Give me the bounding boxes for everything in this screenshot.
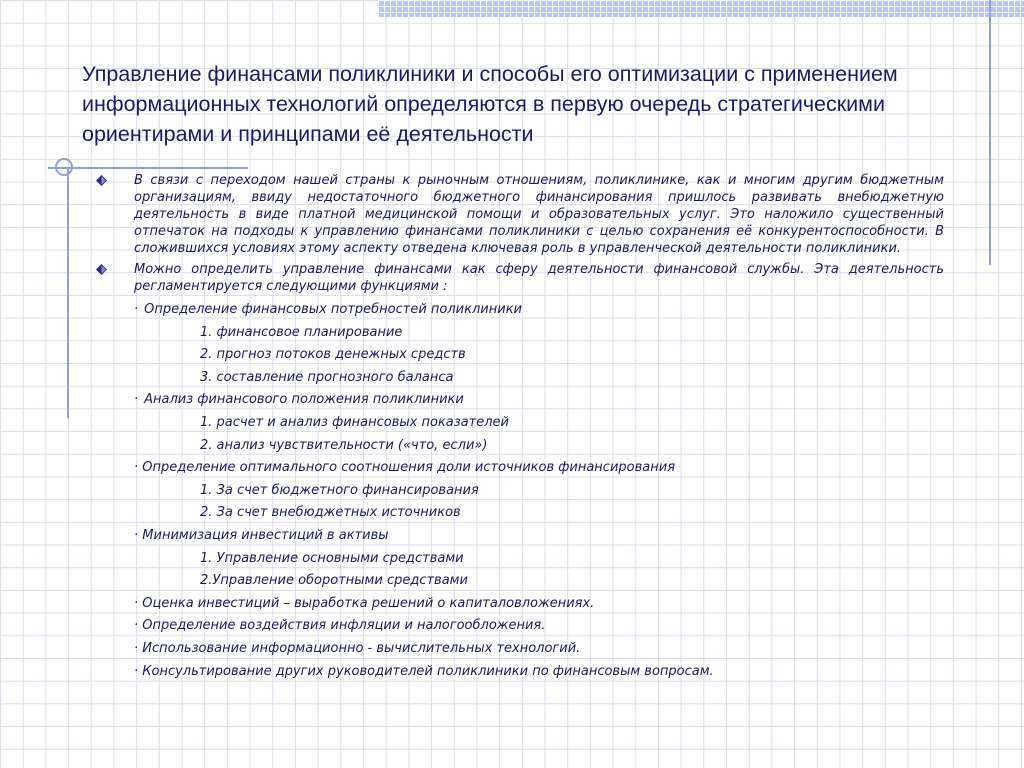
function-subitem: 1. Управление основными средствами <box>200 550 464 566</box>
functions-list <box>82 299 944 683</box>
list-dot: · <box>134 663 139 679</box>
function-subitem: 1. расчет и анализ финансовых показателей <box>200 414 509 430</box>
list-dot: · <box>134 595 139 611</box>
function-item: · Определение воздействия инфляции и налогообложения. <box>134 618 546 634</box>
paragraph-text: В связи с переходом нашей страны к рыночным отношениям, поликлинике, как и многим другим бюджетным организациям, ввиду недостаточного бюджетного финансирования пришлось развивать внебюджетную деятельность в виде платной медицинской помощи и образовательных услуг. Это наложило существенный отпечаток на подходы к управлению финансами поликлиники с целью сохранения её конкурентоспособности. В сложившихся условиях этому аспекту отведена ключевая роль в управленческой деятельности поликлиники. <box>134 173 944 256</box>
function-item: · Анализ финансового положения поликлиники <box>134 392 464 408</box>
function-item: · Минимизация инвестиций в активы <box>134 527 389 543</box>
function-item: · Использование информационно - вычислительных технологий. <box>134 640 581 656</box>
diamond-bullet-icon <box>96 264 107 275</box>
function-subitem: 3. составление прогнозного баланса <box>200 369 454 385</box>
top-decorative-band <box>378 0 1024 17</box>
function-subitem: 2. За счет внебюджетных источников <box>200 505 461 521</box>
list-dot: · <box>134 460 139 476</box>
horizontal-rule <box>48 167 248 169</box>
ring-ornament-icon <box>55 158 73 176</box>
list-dot: · <box>134 302 139 317</box>
slide-body <box>82 172 944 683</box>
function-item: · Определение оптимального соотношения доли источников финансирования <box>134 460 676 476</box>
list-dot: · <box>134 527 139 543</box>
slide-title: Управление финансами поликлиники и способы его оптимизации с применением информационных технологий определяются в первую очередь стратегическими ориентирами и принципами её деятельности <box>82 62 898 146</box>
bullet-paragraph-1 <box>82 172 944 257</box>
left-vertical-line <box>67 168 69 418</box>
right-vertical-line <box>989 0 991 265</box>
function-item: · Консультирование других руководителей поликлиники по финансовым вопросам. <box>134 663 714 679</box>
function-subitem: 1. За счет бюджетного финансирования <box>200 482 479 498</box>
function-subitem: 2. анализ чувствительности («что, если») <box>200 437 488 453</box>
function-subitem: 1. финансовое планирование <box>200 324 403 340</box>
function-item: · Определение финансовых потребностей поликлиники <box>134 302 522 317</box>
list-dot: · <box>134 640 139 656</box>
bullet-paragraph-2 <box>82 261 944 295</box>
list-dot: · <box>134 618 139 634</box>
list-dot: · <box>134 392 139 408</box>
diamond-bullet-icon <box>96 175 107 186</box>
function-subitem: 2. прогноз потоков денежных средств <box>200 347 466 363</box>
paragraph-text: Можно определить управление финансами как сферу деятельности финансовой службы. Эта деятельность регламентируется следующими функциями : <box>134 262 944 294</box>
function-item: · Оценка инвестиций – выработка решений о капиталовложениях. <box>134 595 595 611</box>
function-subitem: 2.Управление оборотными средствами <box>200 573 468 589</box>
